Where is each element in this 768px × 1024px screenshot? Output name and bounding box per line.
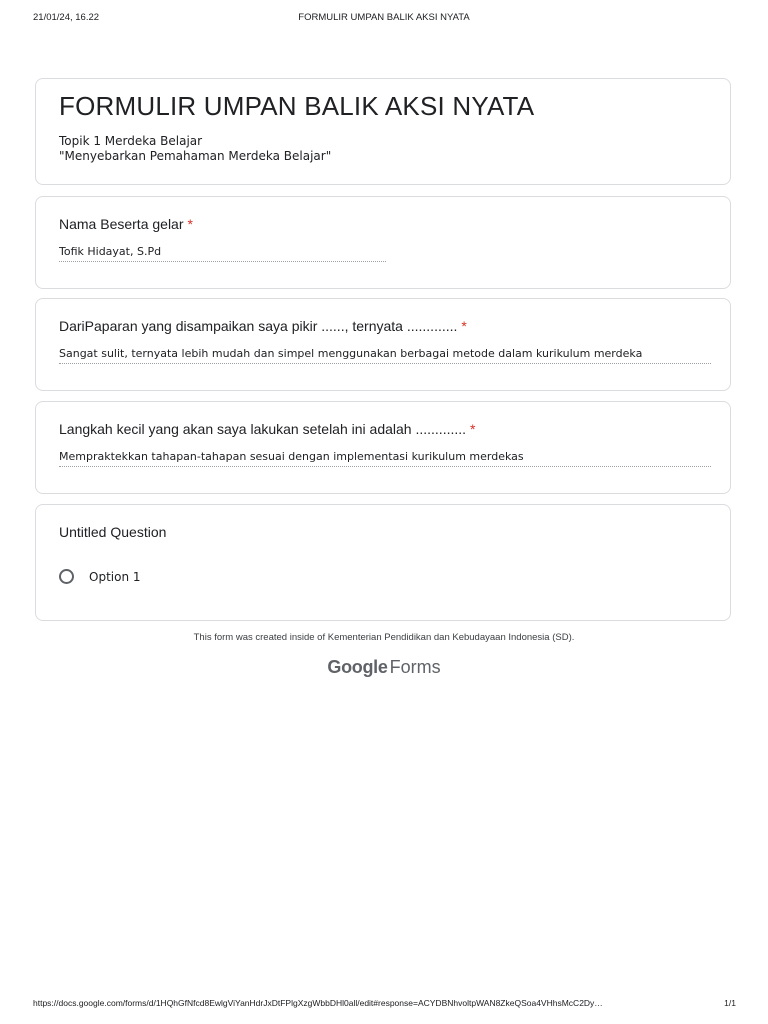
question-text: DariPaparan yang disampaikan saya pikir ......, ternyata .............	[59, 318, 458, 334]
print-page-number: 1/1	[724, 998, 736, 1008]
google-forms-logo	[0, 657, 768, 678]
question-card-name	[35, 196, 731, 289]
form-description-line: Topik 1 Merdeka Belajar	[59, 134, 203, 148]
print-footer	[0, 998, 768, 1010]
question-label	[59, 524, 166, 540]
question-text: Langkah kecil yang akan saya lakukan setelah ini adalah .............	[59, 421, 467, 437]
brand-forms: Forms	[389, 657, 441, 677]
answer-text-field[interactable]: Tofik Hidayat, S.Pd	[59, 245, 386, 262]
question-label	[59, 318, 467, 334]
question-card-untitled	[35, 504, 731, 621]
form-title: FORMULIR UMPAN BALIK AKSI NYATA	[59, 91, 535, 121]
brand-google: Google	[327, 657, 388, 677]
question-text: Untitled Question	[59, 524, 167, 540]
question-text: Nama Beserta gelar	[59, 216, 184, 232]
form-description-line: "Menyebarkan Pemahaman Merdeka Belajar"	[59, 149, 332, 163]
form-header-card	[35, 78, 731, 185]
question-label	[59, 421, 476, 437]
answer-text-field[interactable]: Sangat sulit, ternyata lebih mudah dan simpel menggunakan berbagai metode dalam kurikulum merdeka	[59, 347, 711, 364]
question-label	[59, 216, 193, 232]
radio-option-label: Option 1	[89, 570, 141, 584]
form-created-note: This form was created inside of Kementerian Pendidikan dan Kebudayaan Indonesia (SD).	[193, 632, 575, 643]
question-card-reflection	[35, 298, 731, 391]
question-card-next-step	[35, 401, 731, 494]
answer-text-field[interactable]: Mempraktekkan tahapan-tahapan sesuai dengan implementasi kurikulum merdekas	[59, 450, 711, 467]
radio-button-icon[interactable]	[59, 569, 74, 584]
required-asterisk: *	[461, 318, 467, 334]
print-header	[0, 12, 768, 26]
required-asterisk: *	[187, 216, 193, 232]
required-asterisk: *	[470, 421, 476, 437]
print-doc-title: FORMULIR UMPAN BALIK AKSI NYATA	[298, 12, 470, 23]
print-url: https://docs.google.com/forms/d/1HQhGfNfcd8EwlgViYanHdrJxDtFPlgXzgWbbDHl0all/edit#response=ACYDBNhvoltpWAN8ZkeQSoa4VHhsMcC2Dy…	[33, 998, 603, 1008]
form-description	[59, 134, 331, 164]
print-datetime: 21/01/24, 16.22	[33, 12, 100, 23]
